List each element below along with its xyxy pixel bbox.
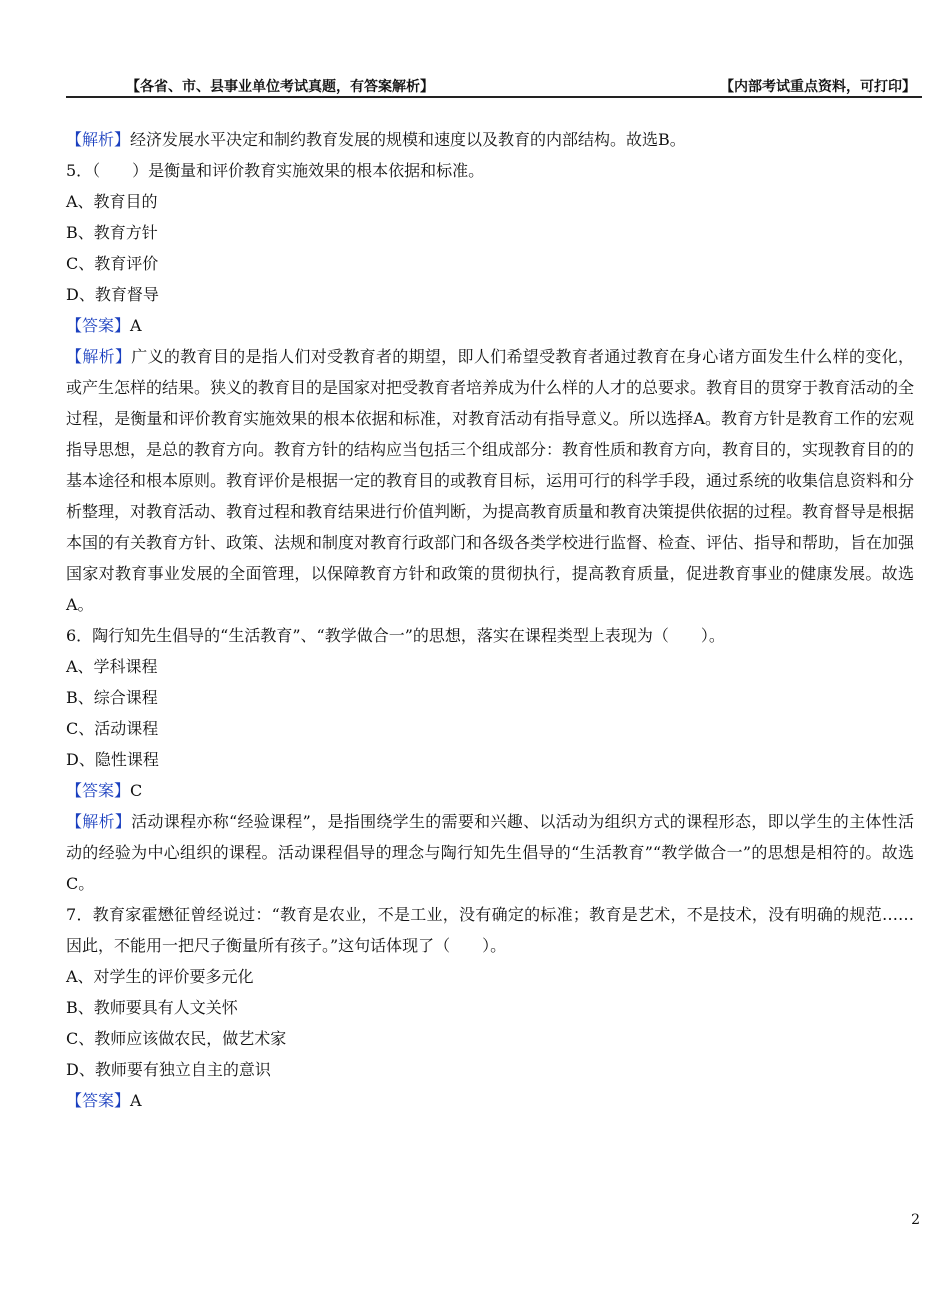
q4-analysis bbox=[66, 124, 914, 155]
question-stem: 7．教育家霍懋征曾经说过：“教育是农业，不是工业，没有确定的标准；教育是艺术，不是技术，没有明确的规范……因此，不能用一把尺子衡量所有孩子。”这句话体现了（ ）。 bbox=[66, 905, 914, 955]
page-number: 2 bbox=[911, 1212, 920, 1228]
answer-label: 【答案】 bbox=[66, 1091, 131, 1110]
header-left-text: 【各省、市、县事业单位考试真题，有答案解析】 bbox=[126, 79, 434, 95]
option-a: A、教育目的 bbox=[66, 192, 158, 211]
question-stem: 5．（ ）是衡量和评价教育实施效果的根本依据和标准。 bbox=[66, 161, 485, 180]
document-body bbox=[66, 124, 914, 1116]
answer-line bbox=[66, 775, 914, 806]
analysis-label: 【解析】 bbox=[66, 347, 132, 366]
answer-value: A bbox=[130, 316, 142, 335]
q6-analysis bbox=[66, 806, 914, 899]
analysis-text: 广义的教育目的是指人们对受教育者的期望，即人们希望受教育者通过教育在身心诸方面发生什么样的变化，或产生怎样的结果。狭义的教育目的是国家对把受教育者培养成为什么样的人才的总要求。教育目的贯穿于教育活动的全过程，是衡量和评价教育实施效果的根本依据和标准，对教育活动有指导意义。所以选择A。教育方针是教育工作的宏观指导思想，是总的教育方向。教育方针的结构应当包括三个组成部分：教育性质和教育方向，教育目的，实现教育目的的基本途径和根本原则。教育评价是根据一定的教育目的或教育目标，运用可行的科学手段，通过系统的收集信息资料和分析整理，对教育活动、教育过程和教育结果进行价值判断，为提高教育质量和教育决策提供依据的过程。教育督导是根据本国的有关教育方针、政策、法规和制度对教育行政部门和各级各类学校进行监督、检查、评估、指导和帮助，旨在加强国家对教育事业发展的全面管理，以保障教育方针和政策的贯彻执行，提高教育质量，促进教育事业的健康发展。故选A。 bbox=[66, 347, 915, 614]
option-b: B、教师要具有人文关怀 bbox=[66, 998, 238, 1017]
header-right-text: 【内部考试重点资料，可打印】 bbox=[720, 79, 916, 95]
analysis-label: 【解析】 bbox=[66, 812, 132, 831]
option-a: A、对学生的评价要多元化 bbox=[66, 967, 254, 986]
answer-value: C bbox=[130, 781, 143, 800]
analysis-text: 经济发展水平决定和制约教育发展的规模和速度以及教育的内部结构。故选B。 bbox=[130, 130, 686, 149]
option-c: C、活动课程 bbox=[66, 719, 159, 738]
option-b: B、综合课程 bbox=[66, 688, 158, 707]
page-header bbox=[66, 74, 922, 98]
answer-label: 【答案】 bbox=[66, 781, 131, 800]
analysis-label: 【解析】 bbox=[66, 130, 131, 149]
answer-label: 【答案】 bbox=[66, 316, 131, 335]
q5-analysis bbox=[66, 341, 914, 620]
answer-line bbox=[66, 310, 914, 341]
option-a: A、学科课程 bbox=[66, 657, 158, 676]
analysis-text: 活动课程亦称“经验课程”，是指围绕学生的需要和兴趣、以活动为组织方式的课程形态，即以学生的主体性活动的经验为中心组织的课程。活动课程倡导的理念与陶行知先生倡导的“生活教育”“教学做合一”的思想是相符的。故选C。 bbox=[66, 812, 914, 893]
answer-value: A bbox=[130, 1091, 142, 1110]
answer-line bbox=[66, 1085, 914, 1116]
question-stem: 6．陶行知先生倡导的“生活教育”、“教学做合一”的思想，落实在课程类型上表现为（ ）。 bbox=[66, 626, 725, 645]
option-b: B、教育方针 bbox=[66, 223, 158, 242]
option-c: C、教育评价 bbox=[66, 254, 159, 273]
option-c: C、教师应该做农民，做艺术家 bbox=[66, 1029, 287, 1048]
option-d: D、教师要有独立自主的意识 bbox=[66, 1060, 271, 1079]
option-d: D、教育督导 bbox=[66, 285, 159, 304]
option-d: D、隐性课程 bbox=[66, 750, 159, 769]
